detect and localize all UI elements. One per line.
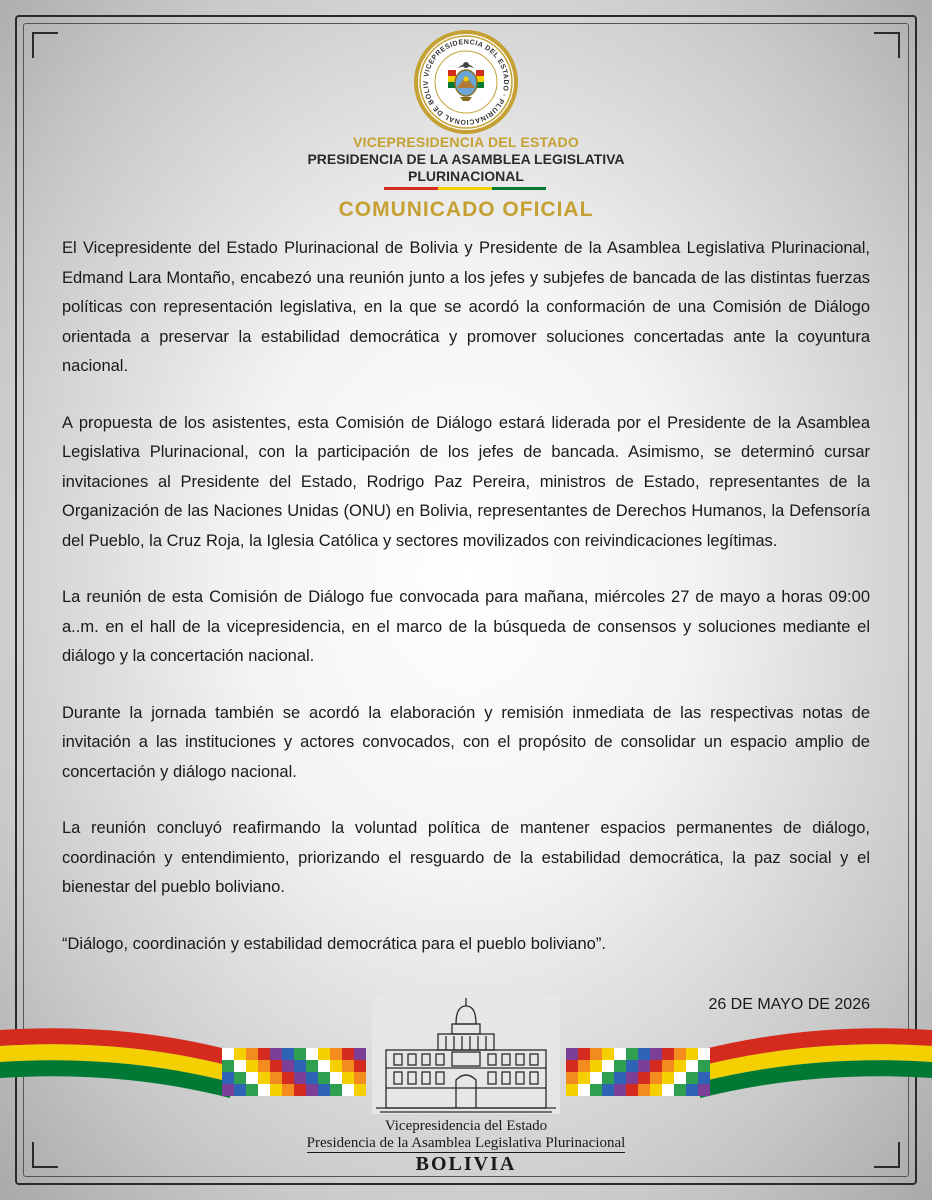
paragraph: La reunión concluyó reafirmando la voluntad política de mantener espacios permanentes de diálogo, coordinación y entendimiento, priorizando el resguardo de la estabilidad democrática, la paz social y el bienestar del pueblo boliviano.	[62, 819, 870, 896]
legislative-building-icon	[372, 996, 560, 1114]
communique-body	[62, 234, 870, 986]
svg-text:VICEPRESIDENCIA DEL ESTADO · P: VICEPRESIDENCIA DEL ESTADO · PLURINACIONAL DE BOLIV	[422, 38, 510, 126]
institution-subtitle: PRESIDENCIA DE LA ASAMBLEA LEGISLATIVA	[307, 151, 625, 167]
corner-ornament	[32, 32, 58, 58]
footer-subtitle	[0, 1135, 932, 1152]
paragraph: El Vicepresidente del Estado Plurinacional de Bolivia y Presidente de la Asamblea Legislativa Plurinacional, Edmand Lara Montaño, encabezó una reunión junto a los jefes y subjefes de bancada de las distintas fuerzas políticas con representación legislativa, en la que se acordó la conformación de una Comisión de Diálogo orientada a preservar la estabilidad democrática y promover soluciones concertadas ante la coyuntura nacional.	[62, 239, 870, 375]
footer-subtitle-text: Presidencia de la Asamblea Legislativa Plurinacional	[306, 1135, 626, 1151]
institution-subtitle-cont: PLURINACIONAL	[408, 168, 524, 184]
corner-ornament	[874, 32, 900, 58]
closing-quote: “Diálogo, coordinación y estabilidad democrática para el pueblo boliviano”.	[62, 934, 606, 953]
paragraph: A propuesta de los asistentes, esta Comisión de Diálogo estará liderada por el Presidente de la Asamblea Legislativa Plurinacional, con la participación de los jefes de bancada. Asimismo, se determinó cursar invitaciones al Presidente del Estado, Rodrigo Paz Pereira, ministros de Estado, representantes de la Organización de las Naciones Unidas (ONU) en Bolivia, representantes de Derechos Humanos, la Defensoría del Pueblo, la Cruz Roja, la Iglesia Católica y sectores movilizados con reivindicaciones legítimas.	[62, 413, 870, 550]
paragraph: La reunión de esta Comisión de Diálogo fue convocada para mañana, miércoles 27 de mayo a horas 09:00 a..m. en el hall de la vicepresidencia, en el marco de la búsqueda de consensos y soluciones mediante el diálogo y la concertación nacional.	[62, 588, 870, 665]
document-date: 26 DE MAYO DE 2026	[708, 996, 870, 1013]
footer-institution: Vicepresidencia del Estado	[384, 1118, 548, 1134]
vicepresidency-seal-logo	[412, 28, 520, 136]
institution-name: VICEPRESIDENCIA DEL ESTADO	[353, 134, 579, 150]
footer-country: BOLIVIA	[415, 1153, 517, 1175]
document-title: COMUNICADO OFICIAL	[338, 198, 594, 221]
paragraph: Durante la jornada también se acordó la elaboración y remisión inmediata de las respectivas notas de invitación a las instituciones y actores convocados, con el propósito de consolidar un espacio amplio de concertación y diálogo nacional.	[62, 703, 870, 781]
tricolor-divider	[384, 187, 546, 190]
